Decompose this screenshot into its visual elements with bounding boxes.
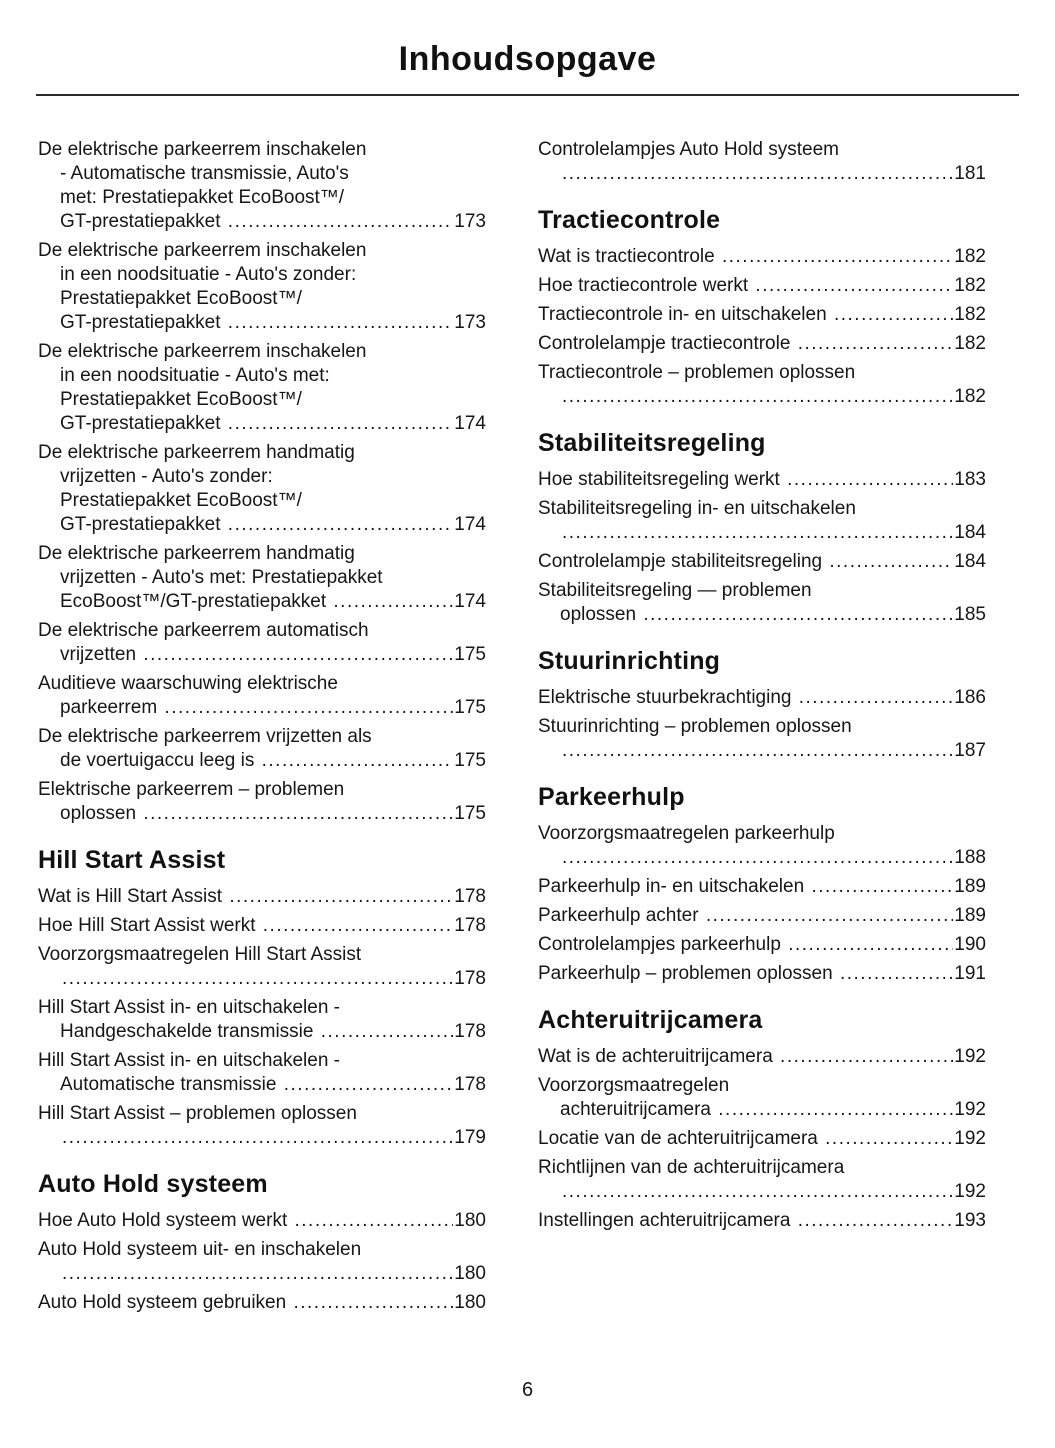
entry-line (538, 497, 986, 521)
page-ref: 183 (954, 469, 986, 490)
leader-dots (788, 933, 953, 957)
leader-dots (62, 1126, 453, 1150)
toc-entry (538, 962, 986, 986)
leader-dots (321, 1020, 454, 1044)
entry-text: in een noodsituatie - Auto's zonder: (60, 264, 357, 285)
entry-text: De elektrische parkeerrem handmatig (38, 543, 355, 564)
toc-entry (38, 725, 486, 773)
entry-line (38, 340, 486, 364)
entry-text: Auditieve waarschuwing elektrische (38, 673, 338, 694)
entry-line (38, 967, 486, 991)
entry-text: Hill Start Assist – problemen oplossen (38, 1103, 357, 1124)
entry-text: Voorzorgsmaatregelen (538, 1075, 730, 1096)
entry-line (38, 138, 486, 162)
entry-text: vrijzetten - Auto's zonder: (60, 466, 273, 487)
page-ref: 188 (954, 847, 986, 868)
page-ref: 184 (954, 522, 986, 543)
leader-dots (787, 468, 953, 492)
leader-dots (62, 1262, 453, 1286)
entry-line (538, 846, 986, 870)
page-ref: 173 (454, 211, 486, 232)
toc-entry (538, 497, 986, 545)
entry-line (38, 749, 486, 773)
toc-entry (538, 303, 986, 327)
entry-line (38, 1049, 486, 1073)
page-ref: 179 (454, 1127, 486, 1148)
entry-text: Wat is de achteruitrijcamera (538, 1046, 779, 1067)
entry-line (538, 1074, 986, 1098)
entry-line (38, 239, 486, 263)
toc-entry (538, 468, 986, 492)
entry-line (38, 513, 486, 537)
entry-text: Elektrische stuurbekrachtiging (538, 687, 797, 708)
page-ref: 185 (954, 604, 986, 625)
page-ref: 184 (954, 551, 986, 572)
leader-dots (262, 749, 454, 773)
entry-line (38, 364, 486, 388)
leader-dots (228, 412, 454, 436)
entry-line (38, 1102, 486, 1126)
leader-dots (811, 875, 953, 899)
toc-entry (538, 1156, 986, 1204)
entry-text: Hoe Hill Start Assist werkt (38, 915, 261, 936)
entry-text: Controlelampjes Auto Hold systeem (538, 139, 839, 160)
entry-line (38, 778, 486, 802)
entry-line (538, 162, 986, 186)
entry-line (38, 412, 486, 436)
page-ref: 182 (954, 333, 986, 354)
leader-dots (829, 550, 953, 574)
toc-entry (538, 274, 986, 298)
toc-entry (538, 138, 986, 186)
leader-dots (228, 513, 454, 537)
toc-entry (38, 1209, 486, 1233)
entry-line (538, 385, 986, 409)
page-ref: 173 (454, 312, 486, 333)
entry-text: Wat is Hill Start Assist (38, 886, 228, 907)
entry-line (38, 311, 486, 335)
page-ref: 192 (954, 1099, 986, 1120)
toc-entry (38, 340, 486, 436)
toc-entry (538, 1209, 986, 1233)
page-ref: 189 (954, 876, 986, 897)
entry-line (538, 715, 986, 739)
entry-line (38, 388, 486, 412)
leader-dots (562, 1180, 953, 1204)
page-ref: 180 (454, 1263, 486, 1284)
leader-dots (228, 311, 454, 335)
entry-text: Voorzorgsmaatregelen Hill Start Assist (38, 944, 362, 965)
entry-text: Hoe stabiliteitsregeling werkt (538, 469, 786, 490)
entry-line (538, 962, 986, 986)
page-ref: 186 (954, 687, 986, 708)
entry-line (538, 303, 986, 327)
toc-entry (38, 441, 486, 537)
entry-line (538, 686, 986, 710)
entry-line (538, 332, 986, 356)
leader-dots (706, 904, 953, 928)
entry-text: Prestatiepakket EcoBoost™/ (60, 490, 302, 511)
entry-text: - Automatische transmissie, Auto's (60, 163, 349, 184)
entry-line (38, 914, 486, 938)
entry-text: Voorzorgsmaatregelen parkeerhulp (538, 823, 835, 844)
entry-text: Wat is tractiecontrole (538, 246, 720, 267)
entry-text: Parkeerhulp achter (538, 905, 704, 926)
entry-text: Stuurinrichting – problemen oplossen (538, 716, 852, 737)
entry-line (38, 619, 486, 643)
entry-line (38, 210, 486, 234)
toc-entry (38, 542, 486, 614)
entry-text: Stabiliteitsregeling in- en uitschakelen (538, 498, 856, 519)
entry-text: Tractiecontrole – problemen oplossen (538, 362, 856, 383)
entry-text: GT-prestatiepakket (60, 413, 226, 434)
toc-column-left (38, 138, 486, 1320)
entry-line (38, 489, 486, 513)
entry-text: vrijzetten - Auto's met: Prestatiepakket (60, 567, 383, 588)
entry-text: Instellingen achteruitrijcamera (538, 1210, 796, 1231)
entry-line (38, 287, 486, 311)
entry-line (38, 1020, 486, 1044)
leader-dots (643, 603, 953, 627)
section-heading: Auto Hold systeem (38, 1170, 268, 1198)
toc-columns (36, 138, 1019, 1320)
page-ref: 178 (454, 1021, 486, 1042)
toc-entry (538, 875, 986, 899)
entry-line (38, 672, 486, 696)
toc-entry (38, 996, 486, 1044)
entry-line (538, 933, 986, 957)
entry-line (538, 550, 986, 574)
entry-text: De elektrische parkeerrem handmatig (38, 442, 355, 463)
entry-line (38, 996, 486, 1020)
toc-entry (538, 361, 986, 409)
page-ref: 190 (954, 934, 986, 955)
entry-line (538, 822, 986, 846)
entry-line (538, 361, 986, 385)
leader-dots (143, 802, 453, 826)
leader-dots (62, 967, 453, 991)
section-heading: Hill Start Assist (38, 846, 226, 874)
section-heading: Tractiecontrole (538, 206, 721, 234)
entry-line (538, 904, 986, 928)
entry-line (38, 1262, 486, 1286)
entry-line (38, 542, 486, 566)
entry-line (38, 943, 486, 967)
leader-dots (722, 245, 953, 269)
entry-text: Prestatiepakket EcoBoost™/ (60, 288, 302, 309)
entry-text: Parkeerhulp in- en uitschakelen (538, 876, 810, 897)
entry-text: GT-prestatiepakket (60, 211, 226, 232)
leader-dots (143, 643, 453, 667)
leader-dots (825, 1127, 953, 1151)
page-ref: 191 (954, 963, 986, 984)
entry-text: Hill Start Assist in- en uitschakelen - (38, 1050, 341, 1071)
toc-entry (538, 579, 986, 627)
entry-text: De elektrische parkeerrem inschakelen (38, 240, 367, 261)
toc-entry (538, 715, 986, 763)
entry-text: De elektrische parkeerrem inschakelen (38, 341, 367, 362)
entry-text: EcoBoost™/GT-prestatiepakket (60, 591, 332, 612)
toc-entry (38, 914, 486, 938)
entry-text: Locatie van de achteruitrijcamera (538, 1128, 824, 1149)
toc-column-right (538, 138, 986, 1320)
leader-dots (263, 914, 454, 938)
leader-dots (562, 739, 953, 763)
page-ref: 181 (954, 163, 986, 184)
page-ref: 192 (954, 1128, 986, 1149)
page-ref: 192 (954, 1181, 986, 1202)
entry-line (38, 802, 486, 826)
entry-line (38, 1209, 486, 1233)
entry-line (38, 465, 486, 489)
entry-line (38, 1238, 486, 1262)
entry-line (38, 1126, 486, 1150)
page-ref: 193 (954, 1210, 986, 1231)
entry-line (538, 1209, 986, 1233)
page-ref: 182 (954, 386, 986, 407)
toc-entry (38, 672, 486, 720)
toc-entry (38, 778, 486, 826)
toc-entry (38, 1049, 486, 1097)
entry-text: achteruitrijcamera (560, 1099, 717, 1120)
toc-entry (38, 1102, 486, 1150)
page-ref: 182 (954, 304, 986, 325)
page-ref: 187 (954, 740, 986, 761)
entry-line (38, 566, 486, 590)
entry-text: Richtlijnen van de achteruitrijcamera (538, 1157, 845, 1178)
entry-text: Elektrische parkeerrem – problemen (38, 779, 345, 800)
footer-page-number: 6 (521, 1379, 534, 1401)
leader-dots (562, 162, 953, 186)
entry-line (38, 162, 486, 186)
leader-dots (293, 1291, 453, 1315)
toc-entry (538, 332, 986, 356)
toc-entry (538, 550, 986, 574)
entry-text: Controlelampje tractiecontrole (538, 333, 796, 354)
section-heading: Achteruitrijcamera (538, 1006, 763, 1034)
entry-text: De elektrische parkeerrem inschakelen (38, 139, 367, 160)
entry-text: Hill Start Assist in- en uitschakelen - (38, 997, 341, 1018)
entry-line (38, 696, 486, 720)
toc-entry (538, 822, 986, 870)
entry-text: oplossen (560, 604, 642, 625)
page-ref: 175 (454, 803, 486, 824)
entry-line (538, 274, 986, 298)
section-heading: Stuurinrichting (538, 647, 721, 675)
page-ref: 175 (454, 750, 486, 771)
page-ref: 189 (954, 905, 986, 926)
entry-line (538, 579, 986, 603)
page-ref: 178 (454, 915, 486, 936)
toc-entry (538, 1045, 986, 1069)
page-ref: 178 (454, 886, 486, 907)
leader-dots (229, 885, 453, 909)
entry-line (538, 603, 986, 627)
page-ref: 180 (454, 1292, 486, 1313)
toc-entry (538, 1074, 986, 1122)
toc-entry (38, 943, 486, 991)
title-divider (36, 94, 1019, 96)
entry-line (538, 468, 986, 492)
leader-dots (718, 1098, 953, 1122)
toc-entry (38, 1291, 486, 1315)
entry-text: Controlelampjes parkeerhulp (538, 934, 787, 955)
section-heading: Parkeerhulp (538, 783, 685, 811)
entry-text: GT-prestatiepakket (60, 514, 226, 535)
entry-line (38, 1073, 486, 1097)
entry-line (38, 186, 486, 210)
leader-dots (840, 962, 953, 986)
page-ref: 180 (454, 1210, 486, 1231)
leader-dots (799, 686, 954, 710)
entry-text: Controlelampje stabiliteitsregeling (538, 551, 828, 572)
entry-text: De elektrische parkeerrem vrijzetten als (38, 726, 372, 747)
entry-line (538, 245, 986, 269)
entry-text: Prestatiepakket EcoBoost™/ (60, 389, 302, 410)
entry-text: Parkeerhulp – problemen oplossen (538, 963, 838, 984)
page-ref: 175 (454, 697, 486, 718)
section-heading: Stabiliteitsregeling (538, 429, 766, 457)
entry-line (538, 1127, 986, 1151)
entry-line (38, 643, 486, 667)
entry-text: De elektrische parkeerrem automatisch (38, 620, 369, 641)
entry-text: Handgeschakelde transmissie (60, 1021, 319, 1042)
leader-dots (798, 332, 954, 356)
entry-text: parkeerrem (60, 697, 163, 718)
page-ref: 178 (454, 968, 486, 989)
entry-text: Stabiliteitsregeling — problemen (538, 580, 812, 601)
page-ref: 182 (954, 275, 986, 296)
entry-text: Hoe Auto Hold systeem werkt (38, 1210, 293, 1231)
leader-dots (798, 1209, 954, 1233)
page-ref: 174 (454, 413, 486, 434)
toc-entry (538, 245, 986, 269)
toc-entry (538, 686, 986, 710)
entry-line (38, 725, 486, 749)
entry-line (538, 521, 986, 545)
entry-text: GT-prestatiepakket (60, 312, 226, 333)
leader-dots (284, 1073, 454, 1097)
leader-dots (562, 846, 953, 870)
entry-text: oplossen (60, 803, 142, 824)
page-ref: 175 (454, 644, 486, 665)
entry-text: Auto Hold systeem gebruiken (38, 1292, 292, 1313)
entry-text: in een noodsituatie - Auto's met: (60, 365, 330, 386)
entry-text: de voertuigaccu leeg is (60, 750, 260, 771)
entry-line (38, 263, 486, 287)
toc-entry (38, 1238, 486, 1286)
entry-line (538, 875, 986, 899)
leader-dots (562, 521, 953, 545)
toc-entry (38, 619, 486, 667)
page-ref: 174 (454, 591, 486, 612)
entry-text: vrijzetten (60, 644, 142, 665)
entry-text: Tractiecontrole in- en uitschakelen (538, 304, 832, 325)
page-ref: 182 (954, 246, 986, 267)
toc-entry (38, 885, 486, 909)
toc-entry (38, 239, 486, 335)
entry-line (538, 1045, 986, 1069)
page-ref: 174 (454, 514, 486, 535)
entry-line (38, 1291, 486, 1315)
entry-line (538, 138, 986, 162)
entry-line (538, 1156, 986, 1180)
leader-dots (333, 590, 453, 614)
leader-dots (228, 210, 454, 234)
toc-entry (538, 904, 986, 928)
entry-line (38, 885, 486, 909)
entry-line (538, 739, 986, 763)
entry-text: Hoe tractiecontrole werkt (538, 275, 754, 296)
page-title: Inhoudsopgave (398, 40, 657, 78)
entry-text: met: Prestatiepakket EcoBoost™/ (60, 187, 345, 208)
toc-entry (538, 933, 986, 957)
entry-line (538, 1098, 986, 1122)
toc-entry (38, 138, 486, 234)
leader-dots (755, 274, 953, 298)
entry-text: Automatische transmissie (60, 1074, 282, 1095)
leader-dots (295, 1209, 454, 1233)
leader-dots (562, 385, 953, 409)
toc-entry (538, 1127, 986, 1151)
entry-text: Auto Hold systeem uit- en inschakelen (38, 1239, 362, 1260)
entry-line (538, 1180, 986, 1204)
page-ref: 178 (454, 1074, 486, 1095)
entry-line (38, 441, 486, 465)
page-ref: 192 (954, 1046, 986, 1067)
leader-dots (164, 696, 453, 720)
leader-dots (780, 1045, 953, 1069)
leader-dots (834, 303, 953, 327)
entry-line (38, 590, 486, 614)
